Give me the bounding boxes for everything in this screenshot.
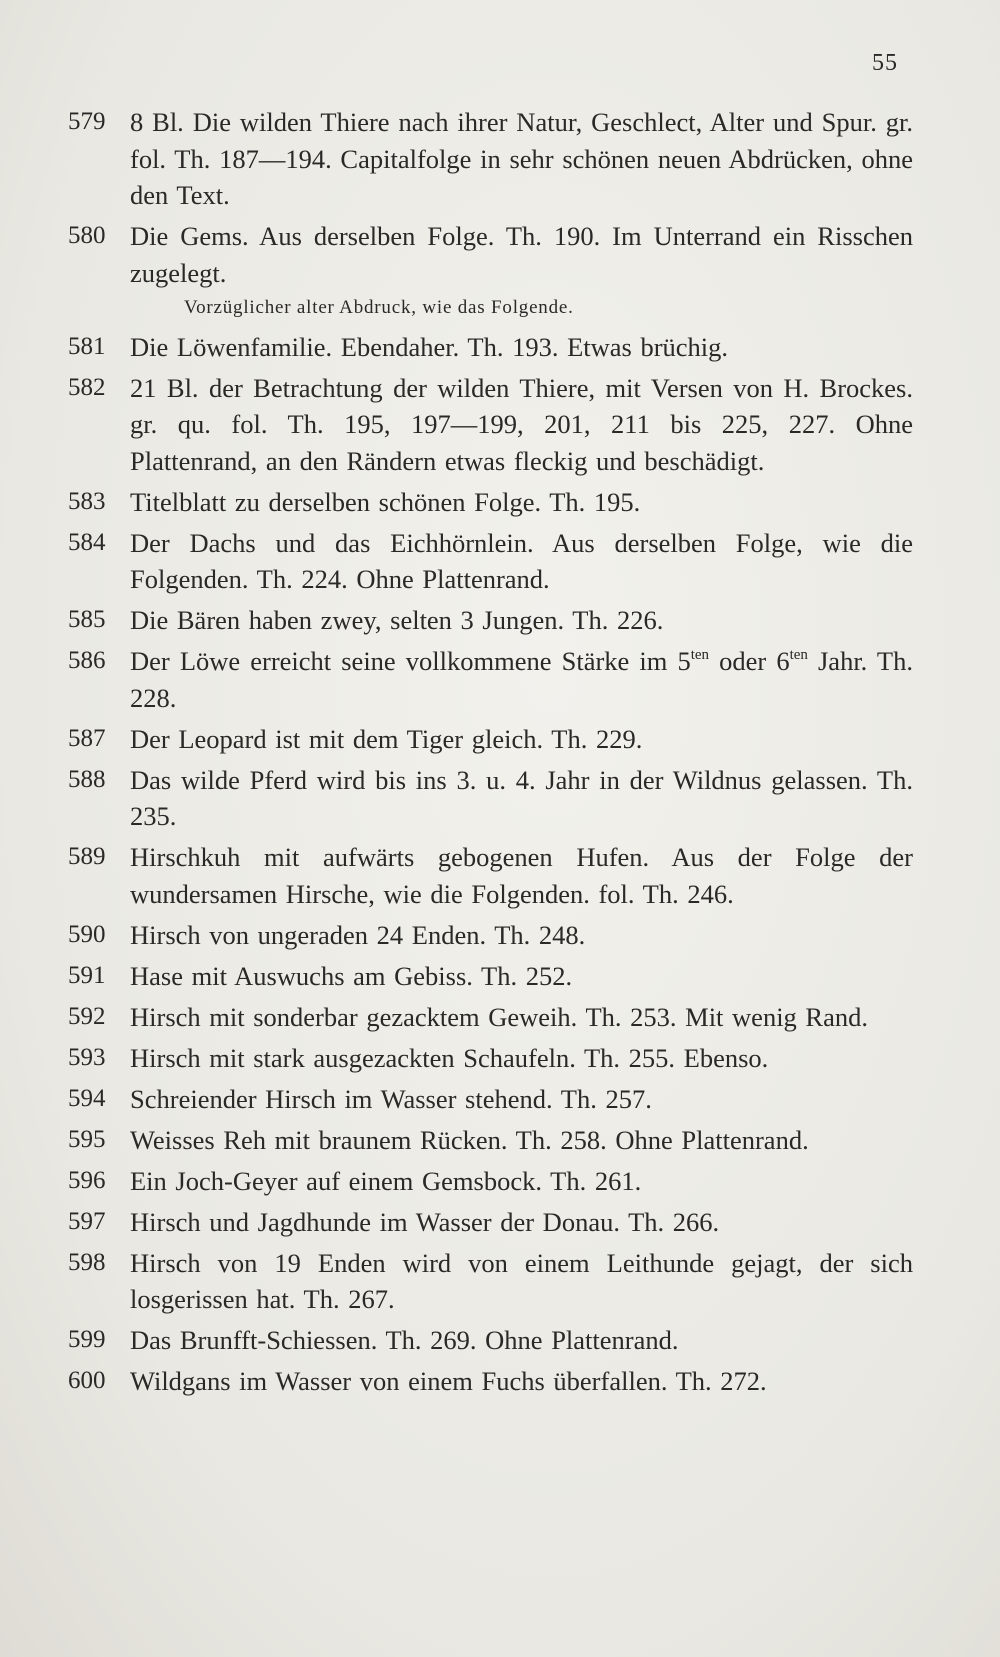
catalogue-entry [68, 104, 913, 214]
entry-number: 597 [68, 1207, 106, 1235]
entry-note: Vorzüglicher alter Abdruck, wie das Folgende. [184, 296, 574, 318]
entry-number: 592 [68, 1002, 106, 1030]
catalogue-entry [68, 1245, 913, 1318]
catalogue-entry [68, 1040, 913, 1077]
catalogue-entry [68, 1122, 913, 1159]
entry-text: Weisses Reh mit braunem Rücken. Th. 258. Ohne Plattenrand. [130, 1124, 809, 1155]
catalogue-entry [68, 218, 913, 291]
catalogue-entry [68, 370, 913, 480]
entry-number: 599 [68, 1326, 106, 1353]
catalogue-entry [68, 1363, 913, 1400]
entry-text: Hase mit Auswuchs am Gebiss. Th. 252. [130, 960, 573, 991]
entry-text: Hirsch von ungeraden 24 Enden. Th. 248. [130, 919, 586, 950]
catalogue-entry [68, 602, 913, 639]
catalogue-entry [68, 1081, 913, 1118]
entry-number: 587 [68, 724, 106, 752]
entry-number: 585 [68, 606, 106, 633]
catalogue-entry [68, 958, 913, 995]
entry-text: 8 Bl. Die wilden Thiere nach ihrer Natur, Geschlect, Alter und Spur. gr. fol. Th. 187—194. Capitalfolge in sehr schönen neuen Abdrücken, ohne den Text. [130, 107, 913, 210]
entry-text: Hirsch mit stark ausgezackten Schaufeln. Th. 255. Ebenso. [130, 1042, 769, 1073]
catalogue-entry [68, 484, 913, 521]
entry-text: Das Brunfft-Schiessen. Th. 269. Ohne Plattenrand. [130, 1325, 679, 1355]
entry-number: 596 [68, 1166, 106, 1194]
entry-number: 582 [68, 373, 106, 401]
entry-number: 593 [68, 1043, 106, 1071]
entry-number: 594 [68, 1084, 106, 1112]
entry-text: Ein Joch-Geyer auf einem Gemsbock. Th. 261. [130, 1165, 642, 1196]
entry-number: 600 [68, 1367, 106, 1394]
catalogue-entries [68, 104, 913, 1404]
entry-text-part: Der Löwe erreicht seine vollkommene Stärke im 5 [130, 646, 691, 676]
catalogue-entry [68, 329, 913, 366]
entry-text: Der Dachs und das Eichhörnlein. Aus derselben Folge, wie die Folgenden. Th. 224. Ohne Plattenrand. [130, 527, 913, 594]
entry-number: 588 [68, 765, 106, 793]
entry-text: Schreiender Hirsch im Wasser stehend. Th. 257. [130, 1083, 652, 1114]
catalogue-entry [68, 1163, 913, 1200]
entry-number: 590 [68, 920, 106, 948]
catalogue-entry [68, 917, 913, 954]
entry-text: 21 Bl. der Betrachtung der wilden Thiere, mit Versen von H. Brockes. gr. qu. fol. Th. 195, 197—199, 201, 211 bis 225, 227. Ohne Plattenrand, an den Rändern etwas fleckig und beschädigt. [130, 372, 913, 476]
entry-text: Hirsch von 19 Enden wird von einem Leithunde gejagt, der sich losgerissen hat. Th. 267. [130, 1247, 913, 1314]
entry-text: Die Gems. Aus derselben Folge. Th. 190. Im Unterrand ein Risschen zugelegt. [130, 221, 913, 288]
catalogue-entry [68, 721, 913, 758]
catalogue-entry [68, 999, 913, 1036]
entry-text-part: oder 6 [709, 646, 790, 676]
entry-number: 595 [68, 1125, 106, 1153]
entry-text: Wildgans im Wasser von einem Fuchs überfallen. Th. 272. [130, 1366, 767, 1396]
catalogue-entry [68, 1322, 913, 1359]
entry-number: 579 [68, 108, 106, 135]
entry-number: 586 [68, 647, 106, 674]
entry-text: Hirsch und Jagdhunde im Wasser der Donau. Th. 266. [130, 1206, 720, 1237]
entry-number: 583 [68, 487, 106, 515]
entry-number: 589 [68, 843, 106, 870]
catalogue-entry [68, 1204, 913, 1241]
entry-text: Die Löwenfamilie. Ebendaher. Th. 193. Etwas brüchig. [130, 331, 729, 362]
catalogue-entry [68, 762, 913, 835]
catalogue-entry [68, 839, 913, 912]
ordinal-superscript: ten [789, 647, 808, 663]
entry-text: Hirsch mit sonderbar gezacktem Geweih. Th. 253. Mit wenig Rand. [130, 1001, 868, 1032]
entry-number: 584 [68, 528, 106, 556]
entry-text: Der Leopard ist mit dem Tiger gleich. Th. 229. [130, 723, 643, 754]
entry-text: Hirschkuh mit aufwärts gebogenen Hufen. Aus der Folge der wundersamen Hirsche, wie die Folgenden. fol. Th. 246. [130, 842, 913, 909]
entry-text [130, 646, 913, 713]
entry-number: 591 [68, 961, 106, 989]
page-number: 55 [872, 50, 898, 76]
entry-number: 598 [68, 1248, 106, 1276]
entry-number: 580 [68, 222, 106, 249]
entry-text: Titelblatt zu derselben schönen Folge. Th. 195. [130, 486, 641, 517]
ordinal-superscript: ten [690, 647, 710, 663]
catalogue-entry [68, 643, 913, 716]
catalogue-entry [68, 525, 913, 598]
entry-text: Die Bären haben zwey, selten 3 Jungen. Th. 226. [130, 605, 664, 635]
entry-text-part: Jahr. Th. 228. [130, 646, 913, 713]
entry-number: 581 [68, 332, 106, 360]
entry-text: Das wilde Pferd wird bis ins 3. u. 4. Jahr in der Wildnus gelassen. Th. 235. [130, 764, 913, 831]
